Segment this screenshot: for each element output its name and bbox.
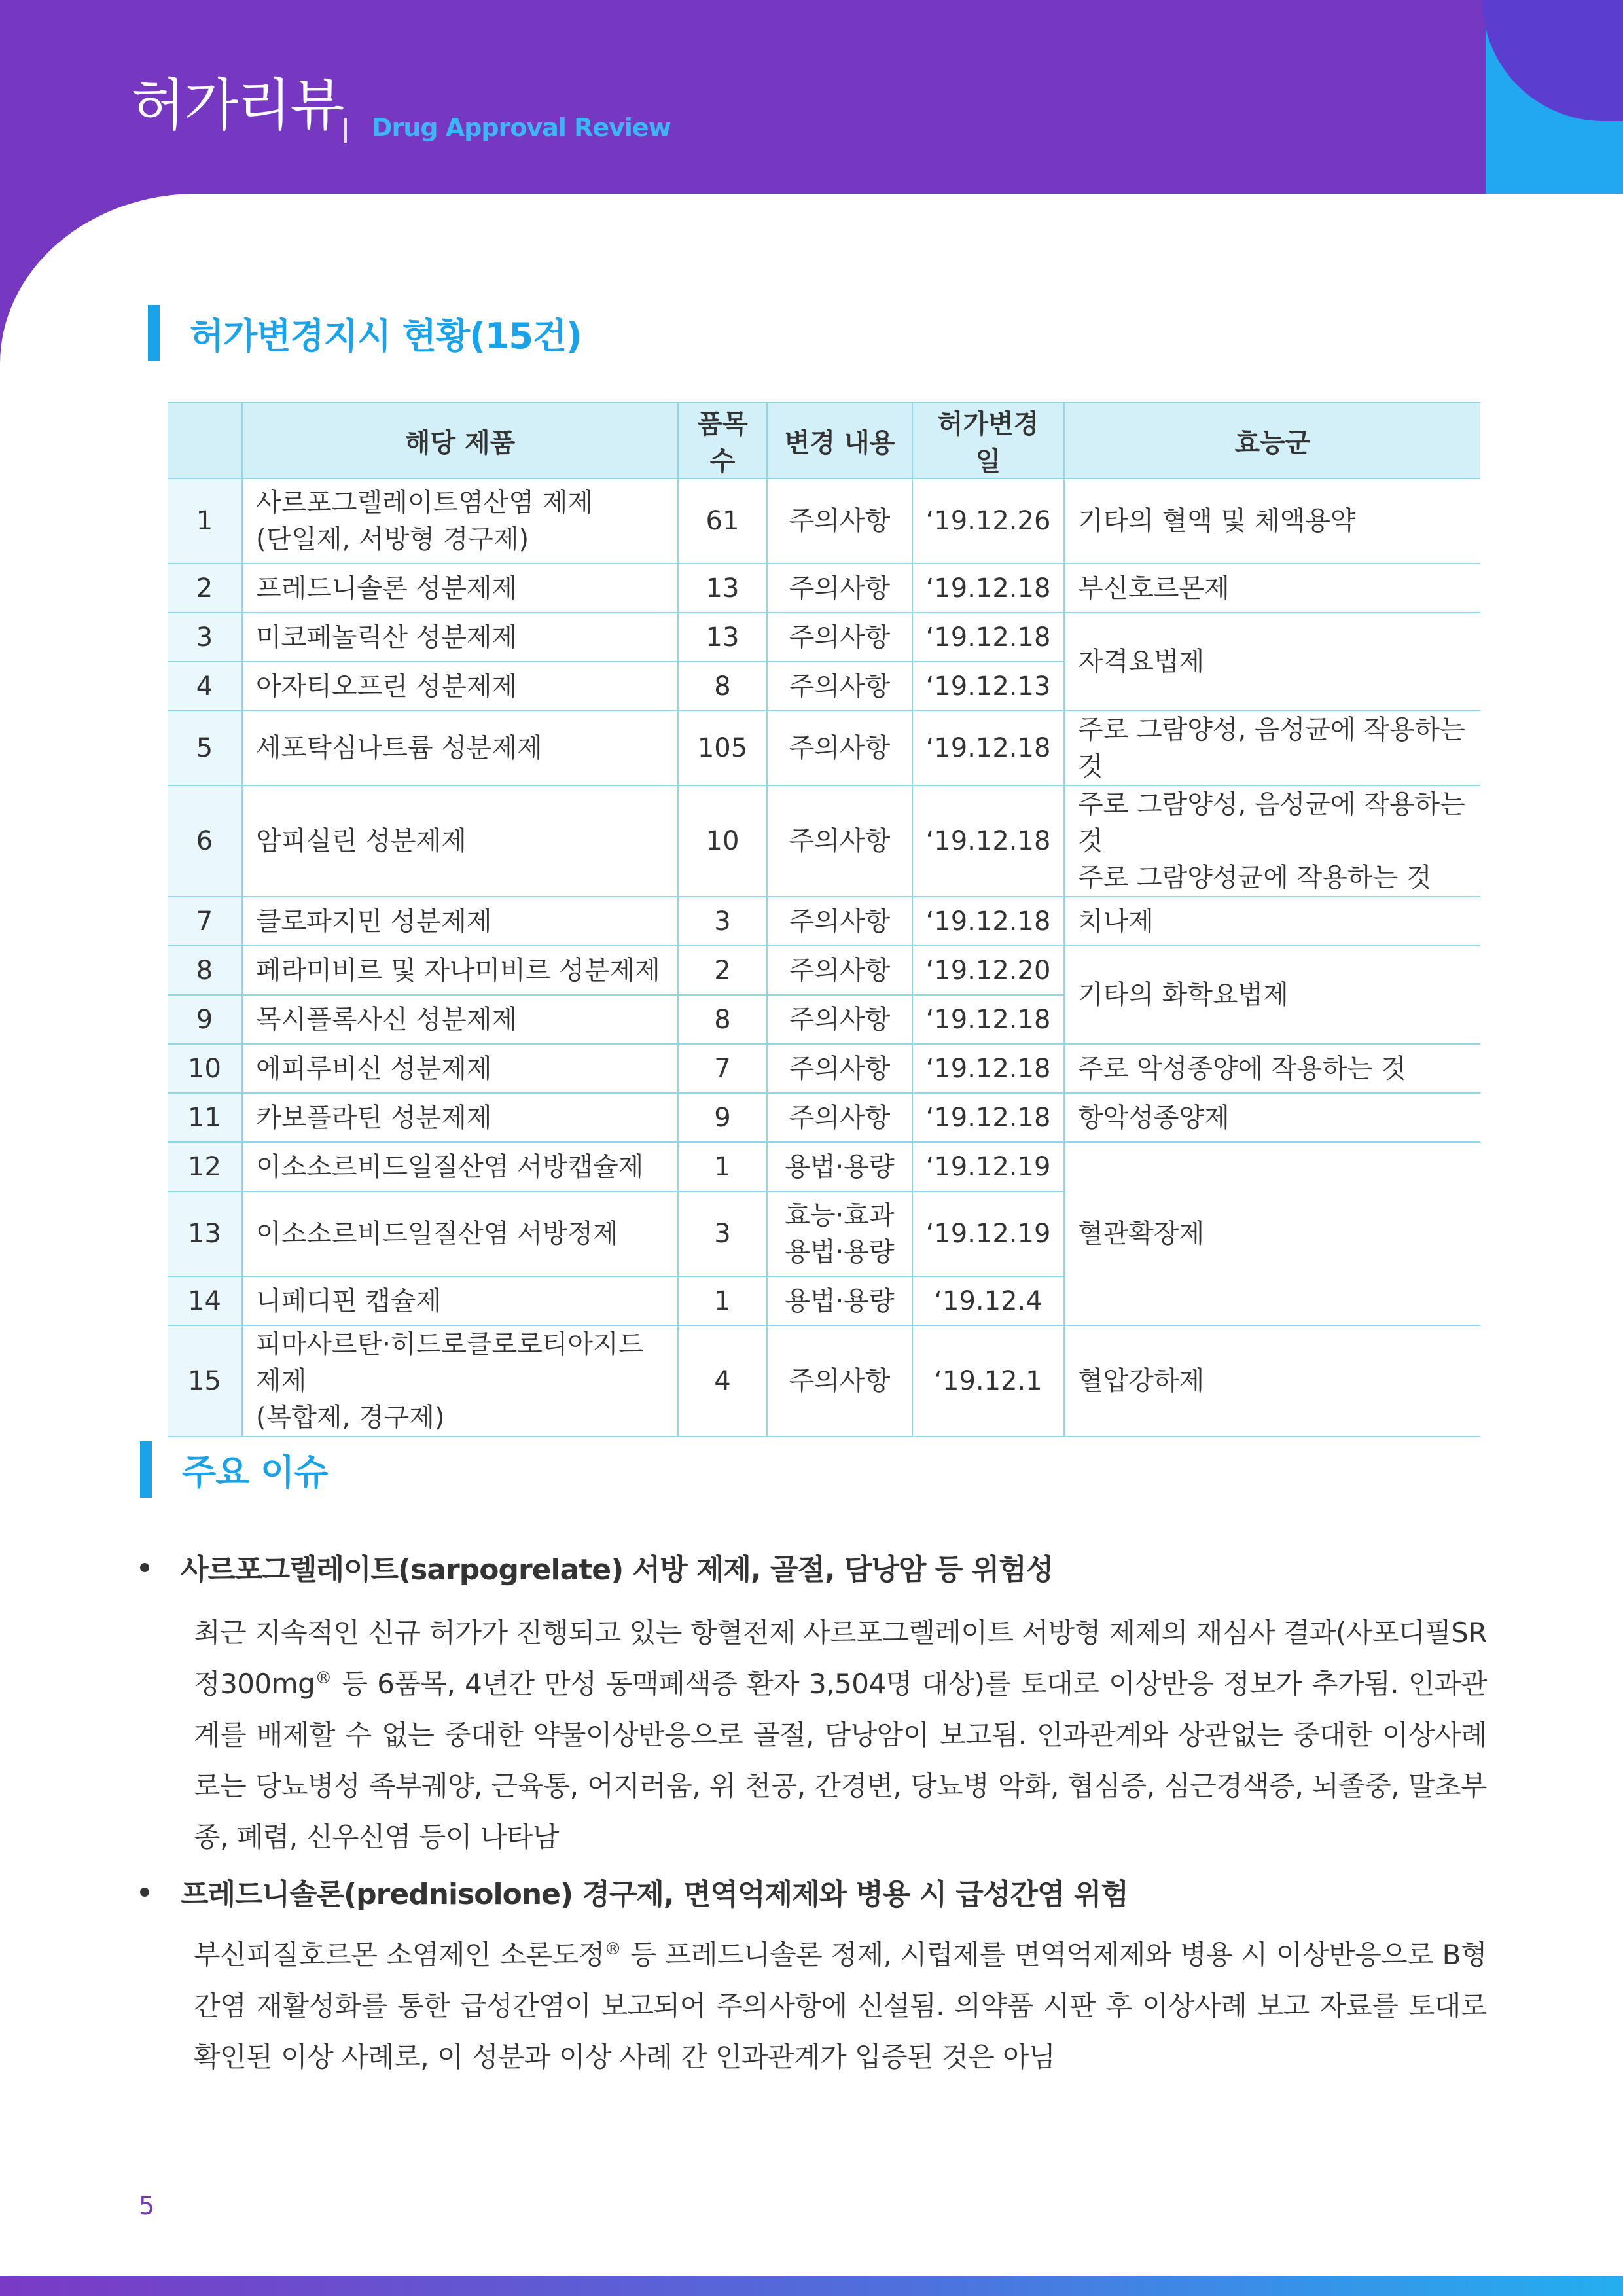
change-content-cell-line: 주의사항	[789, 733, 891, 763]
product-cell-line: 암피실린 성분제제	[256, 826, 467, 856]
table-row	[168, 897, 1480, 946]
issue-heading	[140, 1546, 1053, 1588]
table-row	[168, 1142, 1480, 1191]
product-cell-line: (단일제, 서방형 경구제)	[256, 524, 529, 554]
change-content-cell-line: 주의사항	[789, 1366, 891, 1396]
issue-body-text: 등 6품목, 4년간 만성 동맥폐색증 환자 3,504명 대상)를 토대로 이상반응 정보가 추가됨. 인과관계를 배제할 수 없는 중대한 약물이상반응으로 골절, 담낭암이 보고됨. 인과관계와 상관없는 중대한 이상사례로는 당뇨병성 족부궤양, 근육통, 어지러움, 위 천공, 간경변, 당뇨병 악화, 협심증, 심근경색증, 뇌졸중, 말초부종, 폐렴, 신우신염 등이 나타남	[194, 1668, 1487, 1853]
product-cell-line: 페라미비르 및 자나미비르 성분제제	[256, 955, 660, 986]
product-cell-line: 에피루비신 성분제제	[256, 1053, 492, 1084]
change-content-cell-line: 주의사항	[789, 1102, 891, 1133]
column-header: 허가변경일	[912, 403, 1064, 478]
column-header: 품목수	[678, 403, 767, 478]
product-cell	[242, 1276, 678, 1325]
item-count-cell: 105	[678, 711, 767, 785]
efficacy-group-cell	[1064, 897, 1480, 946]
change-date-cell: ‘19.12.18	[912, 1044, 1064, 1093]
issue-body-text: 부신피질호르몬 소염제인 소론도정	[194, 1939, 605, 1971]
change-date-cell: ‘19.12.18	[912, 613, 1064, 662]
efficacy-group-cell	[1064, 564, 1480, 613]
section-heading-key-issues	[140, 1441, 327, 1498]
efficacy-group-cell-line: 항악성종양제	[1078, 1102, 1230, 1133]
efficacy-group-cell	[1064, 1044, 1480, 1093]
product-cell-line: 프레드니솔론 성분제제	[256, 573, 518, 603]
change-content-cell	[767, 995, 912, 1044]
item-count-cell: 8	[678, 995, 767, 1044]
change-date-cell: ‘19.12.18	[912, 897, 1064, 946]
issue-body-text: 등 프레드니솔론 정제, 시럽제를 면역억제제와 병용 시 이상반응으로 B형 간염 재활성화를 통한 급성간염이 보고되어 주의사항에 신설됨. 의약품 시판 후 이상사례 보고 자료를 토대로 확인된 이상 사례로, 이 성분과 이상 사례 간 인과관계가 입증된 것은 아님	[194, 1939, 1487, 2073]
change-content-cell	[767, 478, 912, 564]
product-cell	[242, 1044, 678, 1093]
item-count-cell: 1	[678, 1276, 767, 1325]
row-number-cell: 5	[168, 711, 242, 785]
efficacy-group-cell-line: 주로 그람양성균에 작용하는 것	[1078, 863, 1432, 893]
product-cell	[242, 564, 678, 613]
header-title: 허가리뷰	[131, 73, 344, 138]
table-row	[168, 785, 1480, 897]
change-date-cell: ‘19.12.20	[912, 946, 1064, 995]
row-number-cell: 9	[168, 995, 242, 1044]
section-heading-approval-changes	[148, 305, 582, 361]
change-date-cell: ‘19.12.19	[912, 1191, 1064, 1276]
table-row	[168, 478, 1480, 564]
item-count-cell: 3	[678, 1191, 767, 1276]
approval-change-table	[168, 402, 1480, 1437]
row-number-cell: 7	[168, 897, 242, 946]
efficacy-group-cell-line: 기타의 혈액 및 체액용약	[1078, 506, 1356, 536]
efficacy-group-cell	[1064, 478, 1480, 564]
efficacy-group-cell-line: 자격요법제	[1078, 647, 1205, 677]
product-cell	[242, 995, 678, 1044]
product-cell-line: 이소소르비드일질산염 서방정제	[256, 1219, 618, 1249]
product-cell	[242, 897, 678, 946]
change-date-cell: ‘19.12.18	[912, 1093, 1064, 1142]
change-content-cell	[767, 785, 912, 897]
product-cell	[242, 662, 678, 711]
change-content-cell	[767, 1191, 912, 1276]
section-bar	[140, 1441, 152, 1498]
item-count-cell: 4	[678, 1325, 767, 1437]
product-cell-line: 니페디핀 캡슐제	[256, 1285, 442, 1316]
change-date-cell: ‘19.12.18	[912, 564, 1064, 613]
efficacy-group-cell-line: 주로 그람양성, 음성균에 작용하는 것	[1078, 715, 1465, 781]
item-count-cell: 61	[678, 478, 767, 564]
item-count-cell: 7	[678, 1044, 767, 1093]
row-number-cell: 12	[168, 1142, 242, 1191]
product-cell-line: 목시플록사신 성분제제	[256, 1004, 518, 1035]
product-cell-line: 클로파지민 성분제제	[256, 906, 492, 937]
issue-body	[194, 1607, 1487, 1863]
product-cell	[242, 785, 678, 897]
change-content-cell	[767, 1142, 912, 1191]
change-content-cell-line: 주의사항	[789, 622, 891, 653]
table-row	[168, 711, 1480, 785]
item-count-cell: 13	[678, 613, 767, 662]
change-date-cell: ‘19.12.1	[912, 1325, 1064, 1437]
product-cell	[242, 1142, 678, 1191]
change-content-cell-line: 용법·용량	[785, 1151, 895, 1182]
change-date-cell: ‘19.12.26	[912, 478, 1064, 564]
column-header: 효능군	[1064, 403, 1480, 478]
product-cell-line: 아자티오프린 성분제제	[256, 671, 518, 702]
row-number-cell: 1	[168, 478, 242, 564]
column-header: 변경 내용	[767, 403, 912, 478]
change-date-cell: ‘19.12.18	[912, 995, 1064, 1044]
change-content-cell-line: 주의사항	[789, 671, 891, 702]
row-number-cell: 14	[168, 1276, 242, 1325]
table-row	[168, 1093, 1480, 1142]
product-cell-line: 세포탁심나트륨 성분제제	[256, 733, 543, 763]
change-date-cell: ‘19.12.18	[912, 785, 1064, 897]
change-content-cell-line: 주의사항	[789, 826, 891, 856]
row-number-cell: 15	[168, 1325, 242, 1437]
efficacy-group-cell	[1064, 711, 1480, 785]
change-content-cell-line: 주의사항	[789, 906, 891, 937]
change-date-cell: ‘19.12.13	[912, 662, 1064, 711]
row-number-cell: 6	[168, 785, 242, 897]
product-cell-line: (복합제, 경구제)	[256, 1403, 445, 1433]
table-row	[168, 1325, 1480, 1437]
product-cell	[242, 1191, 678, 1276]
efficacy-group-cell-line: 기타의 화학요법제	[1078, 980, 1289, 1010]
change-date-cell: ‘19.12.4	[912, 1276, 1064, 1325]
change-content-cell-line: 용법·용량	[785, 1285, 895, 1316]
item-count-cell: 1	[678, 1142, 767, 1191]
section-bar	[148, 305, 160, 361]
issue-body	[194, 1929, 1487, 2083]
table-row	[168, 613, 1480, 662]
product-cell-line: 피마사르탄·히드로클로로티아지드 제제	[256, 1329, 644, 1396]
issue-body-text: 최근 지속적인 신규 허가가 진행되고 있는 항혈전제 사르포그렐레이트 서방형 제제의 재심사 결과(사포디필SR정300mg	[194, 1617, 1487, 1700]
table-header-row	[168, 403, 1480, 478]
issue-heading-text: 사르포그렐레이트(sarpogrelate) 서방 제제, 골절, 담낭암 등 위험성	[181, 1553, 1054, 1587]
table-row	[168, 1044, 1480, 1093]
bullet-icon	[140, 1563, 149, 1572]
row-number-cell: 4	[168, 662, 242, 711]
header-separator	[344, 118, 347, 143]
change-content-cell	[767, 946, 912, 995]
header-corner-shape	[1482, 0, 1623, 121]
product-cell	[242, 946, 678, 995]
row-number-cell: 2	[168, 564, 242, 613]
row-number-cell: 13	[168, 1191, 242, 1276]
efficacy-group-cell-line: 주로 악성종양에 작용하는 것	[1078, 1053, 1406, 1084]
item-count-cell: 9	[678, 1093, 767, 1142]
change-content-cell	[767, 1093, 912, 1142]
efficacy-group-cell	[1064, 1093, 1480, 1142]
footer-bar	[0, 2276, 1623, 2296]
change-content-cell	[767, 897, 912, 946]
change-content-cell	[767, 1276, 912, 1325]
issue-heading	[140, 1871, 1128, 1912]
change-content-cell	[767, 613, 912, 662]
column-header	[168, 403, 242, 478]
row-number-cell: 10	[168, 1044, 242, 1093]
table-row	[168, 564, 1480, 613]
bullet-icon	[140, 1888, 149, 1897]
product-cell	[242, 478, 678, 564]
issue-heading-text: 프레드니솔론(prednisolone) 경구제, 면역억제제와 병용 시 급성간염 위험	[181, 1878, 1128, 1911]
change-content-cell-line: 주의사항	[789, 1053, 891, 1084]
efficacy-group-cell	[1064, 1142, 1480, 1325]
row-number-cell: 11	[168, 1093, 242, 1142]
row-number-cell: 3	[168, 613, 242, 662]
product-cell	[242, 613, 678, 662]
product-cell	[242, 1093, 678, 1142]
product-cell-line: 미코페놀릭산 성분제제	[256, 622, 518, 653]
efficacy-group-cell	[1064, 613, 1480, 711]
registered-mark: ®	[604, 1939, 622, 1959]
efficacy-group-cell	[1064, 1325, 1480, 1437]
registered-mark: ®	[315, 1668, 332, 1688]
change-content-cell-line: 주의사항	[789, 573, 891, 603]
item-count-cell: 3	[678, 897, 767, 946]
header-subtitle: Drug Approval Review	[372, 113, 671, 142]
change-content-cell-line: 용법·용량	[785, 1237, 895, 1267]
change-content-cell	[767, 711, 912, 785]
change-content-cell-line: 주의사항	[789, 955, 891, 986]
item-count-cell: 13	[678, 564, 767, 613]
page-number: 5	[139, 2191, 155, 2220]
change-content-cell	[767, 1044, 912, 1093]
efficacy-group-cell-line: 주로 그람양성, 음성균에 작용하는 것	[1078, 789, 1465, 856]
product-cell-line: 카보플라틴 성분제제	[256, 1102, 492, 1133]
product-cell	[242, 711, 678, 785]
efficacy-group-cell-line: 치나제	[1078, 906, 1154, 937]
column-header: 해당 제품	[242, 403, 678, 478]
product-cell-line: 사르포그렐레이트염산염 제제	[256, 488, 594, 518]
change-content-cell	[767, 564, 912, 613]
item-count-cell: 10	[678, 785, 767, 897]
table-row	[168, 946, 1480, 995]
efficacy-group-cell-line: 부신호르몬제	[1078, 573, 1230, 603]
product-cell	[242, 1325, 678, 1437]
header-corner-accent	[1486, 0, 1623, 196]
item-count-cell: 8	[678, 662, 767, 711]
change-content-cell	[767, 662, 912, 711]
change-content-cell-line: 주의사항	[789, 1004, 891, 1035]
change-date-cell: ‘19.12.18	[912, 711, 1064, 785]
efficacy-group-cell	[1064, 785, 1480, 897]
row-number-cell: 8	[168, 946, 242, 995]
efficacy-group-cell	[1064, 946, 1480, 1044]
section-title: 주요 이슈	[182, 1451, 328, 1493]
section-title: 허가변경지시 현황(15건)	[190, 315, 582, 357]
item-count-cell: 2	[678, 946, 767, 995]
efficacy-group-cell-line: 혈압강하제	[1078, 1366, 1205, 1396]
change-content-cell	[767, 1325, 912, 1437]
change-content-cell-line: 효능·효과	[785, 1200, 895, 1230]
change-date-cell: ‘19.12.19	[912, 1142, 1064, 1191]
efficacy-group-cell-line: 혈관확장제	[1078, 1219, 1205, 1249]
product-cell-line: 이소소르비드일질산염 서방캡슐제	[256, 1151, 644, 1182]
change-content-cell-line: 주의사항	[789, 506, 891, 536]
